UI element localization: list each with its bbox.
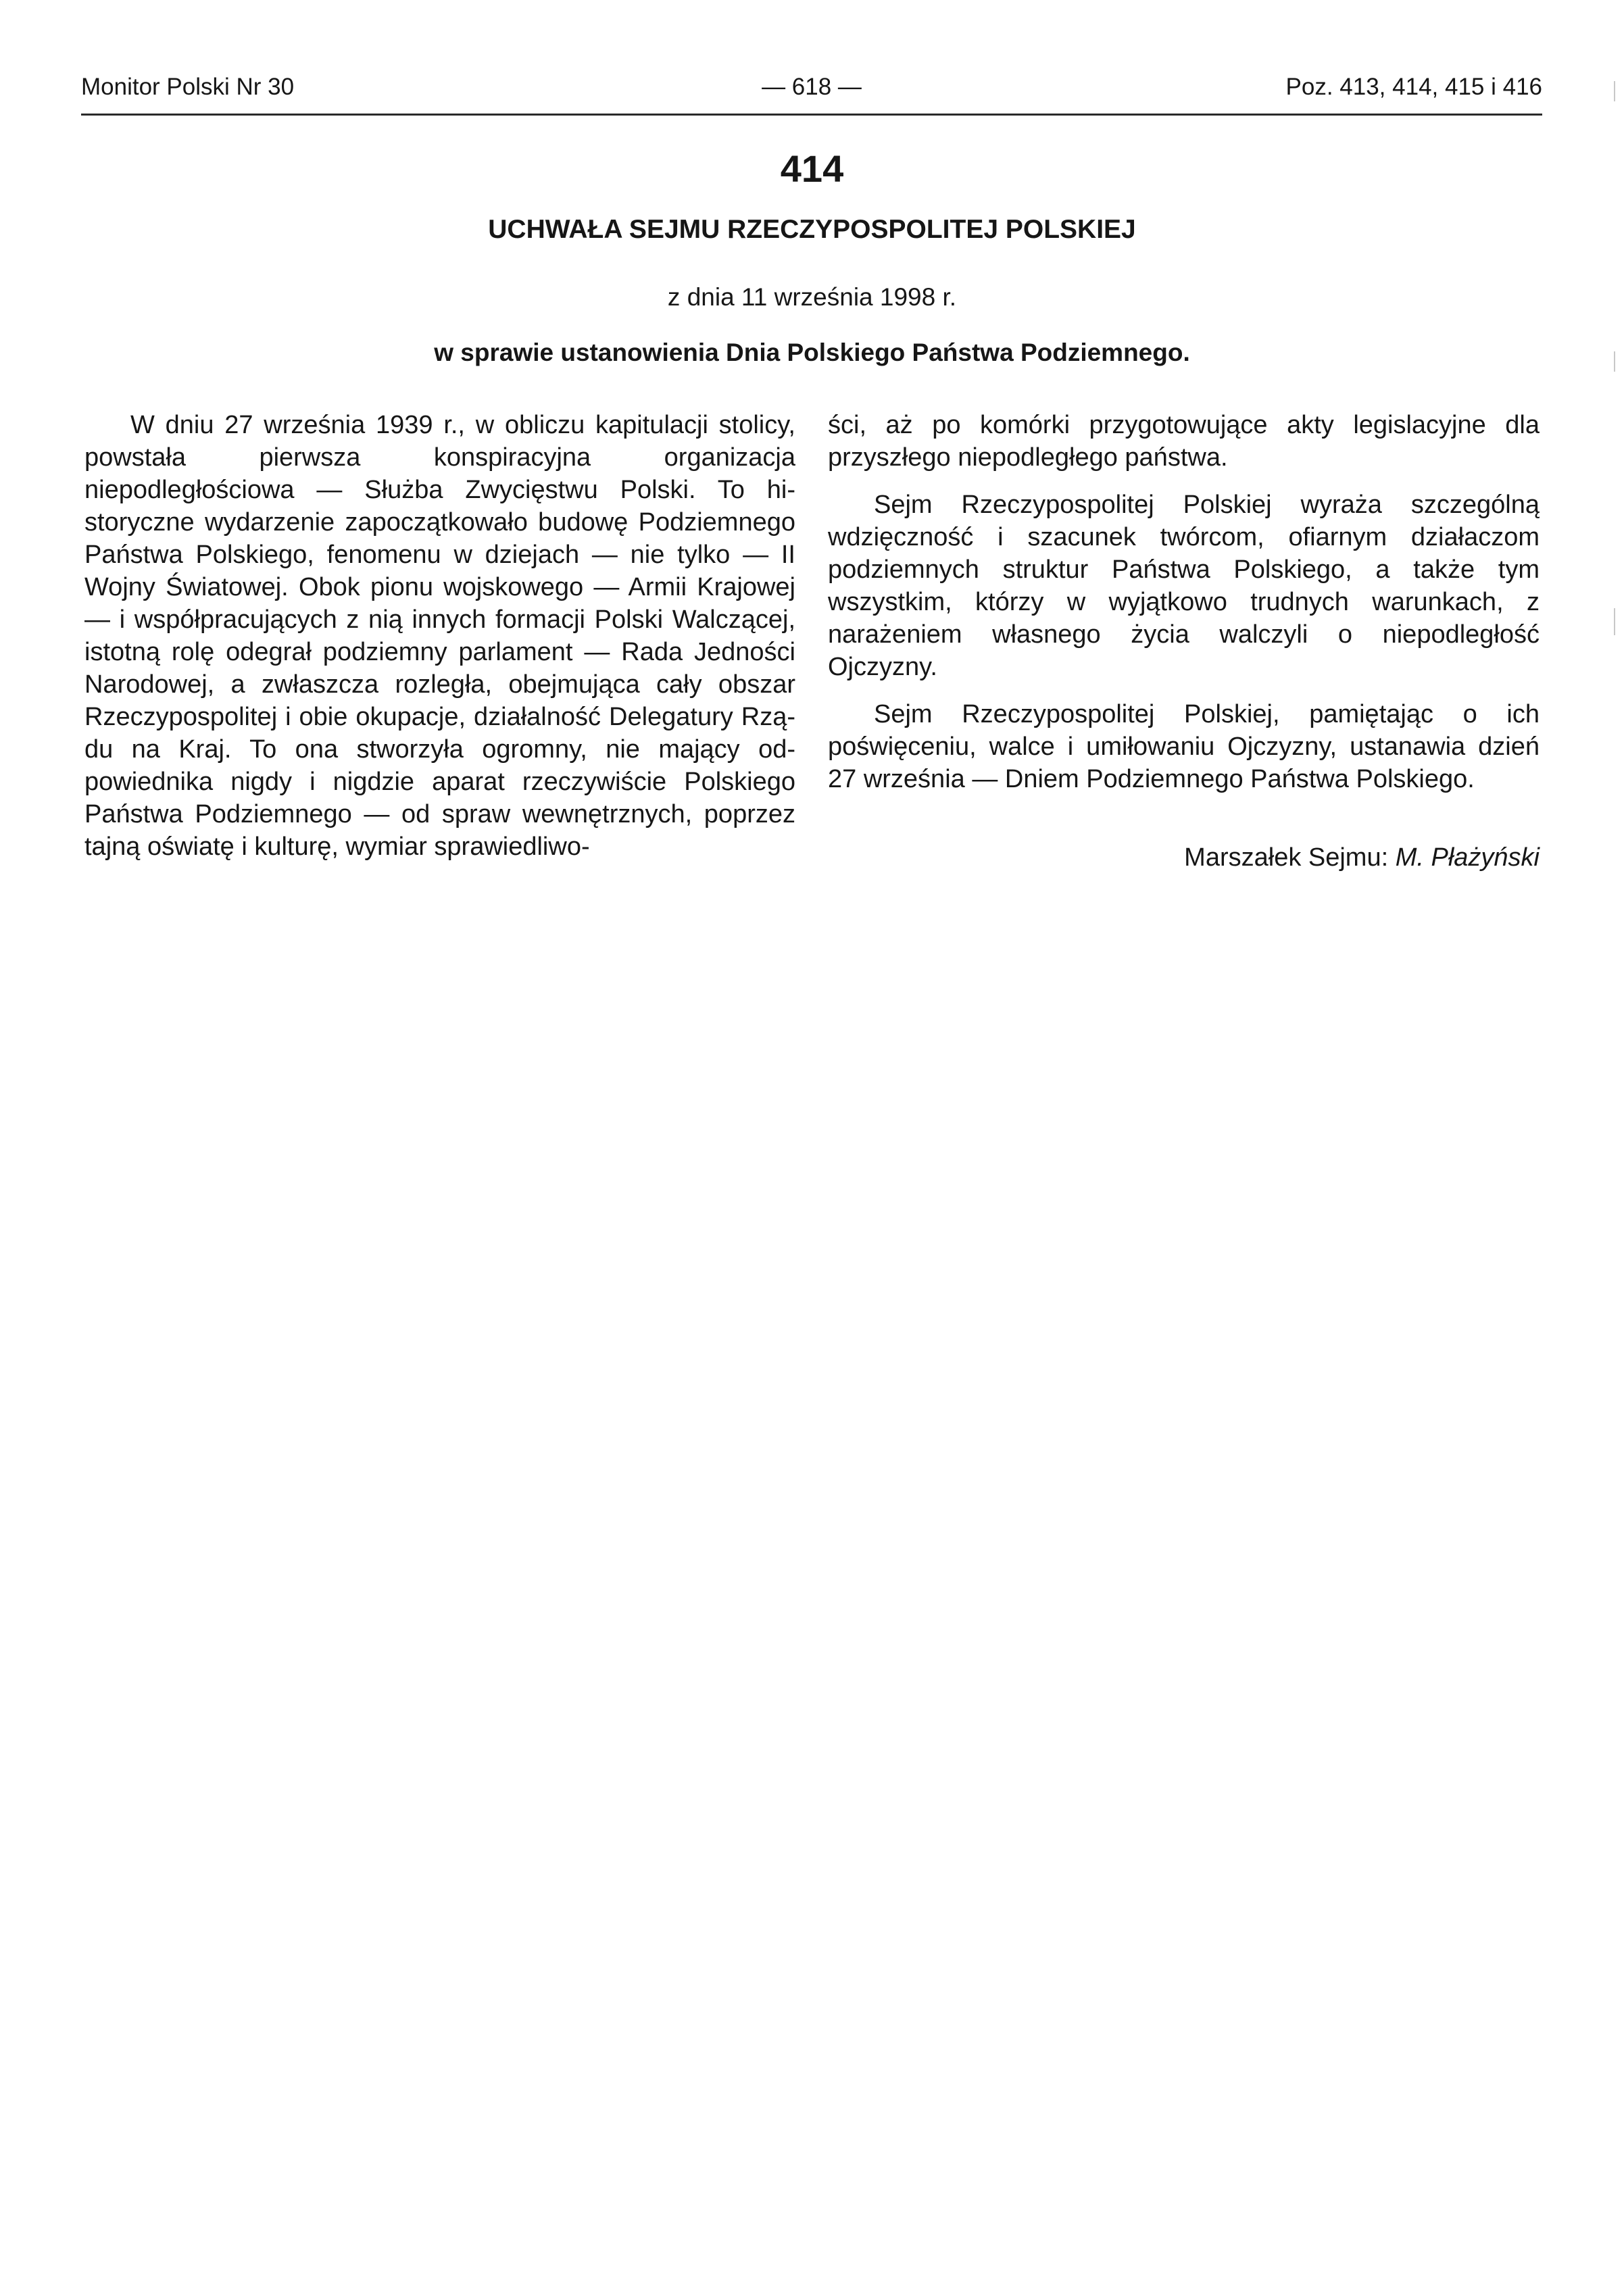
signature (828, 841, 1540, 874)
signature-name: M. Płażyński (1395, 843, 1540, 872)
running-header (81, 70, 1542, 104)
paragraph-1-part-1: W dniu 27 września 1939 r., w obliczu kapitulacji stolicy, powstała pierwsza konspiracyjna organizacja niepodległościowa — Służba Zwycięstwu Polski. To historyczne wydarzenie zapoczątkowało budowę Podziemnego Państwa Polskiego, fenomenu w dziejach — nie tylko — II Wojny Światowej. Obok pionu wojskowego — Armii Krajowej — i współpracujących z nią innych formacji Polski Walczącej, istotną rolę odegrał podziemny parlament — Rada Jedności Narodowej, a zwłaszcza rozległa, obejmująca cały obszar Rzeczypospolitej i obie okupacje, działalność Delegatury Rządu na Kraj. To ona stworzyła ogromny, nie mający odpowiednika nigdy i nigdzie aparat rzeczywiście Polskiego Państwa Podziemnego — od spraw wewnętrznych, poprzez tajną oświatę i kulturę, wymiar sprawiedliwo- (84, 411, 795, 861)
paragraph-1-part-2: ści, aż po komórki przygotowujące akty legislacyjne dla przyszłego niepodległego państwa. (828, 411, 1540, 472)
scan-margin-mark (1614, 81, 1615, 101)
body-column-left (84, 409, 795, 863)
scan-margin-mark (1614, 608, 1615, 635)
header-rule (81, 114, 1542, 116)
act-title: UCHWAŁA SEJMU RZECZYPOSPOLITEJ POLSKIEJ (488, 215, 1136, 244)
paragraph-2: Sejm Rzeczypospolitej Polskiej wyraża szczególną wdzięczność i szacunek twórcom, ofiarnym działaczom podziemnych struktur Państwa Polskiego, a także tym wszystkim, którzy w wyjątkowo trudnych warunkach, z narażeniem własnego życia walczyli o niepodległość Ojczyzny. (828, 491, 1540, 681)
act-subject: w sprawie ustanowienia Dnia Polskiego Państwa Podziemnego. (434, 339, 1190, 366)
page-number: — 618 — (762, 74, 862, 100)
scan-margin-mark (1614, 351, 1615, 372)
paragraph-3: Sejm Rzeczypospolitej Polskiej, pamiętając o ich poświęceniu, walce i umiłowaniu Ojczyzny, ustanawia dzień 27 września — Dniem Podziemnego Państwa Polskiego. (828, 700, 1540, 793)
signature-role: Marszałek Sejmu: (1184, 843, 1389, 872)
act-date: z dnia 11 września 1998 r. (667, 283, 957, 311)
position-numbers: Poz. 413, 414, 415 i 416 (1285, 74, 1542, 100)
act-number: 414 (780, 147, 844, 190)
body-column-right (828, 409, 1540, 795)
publication-name: Monitor Polski Nr 30 (81, 74, 295, 100)
